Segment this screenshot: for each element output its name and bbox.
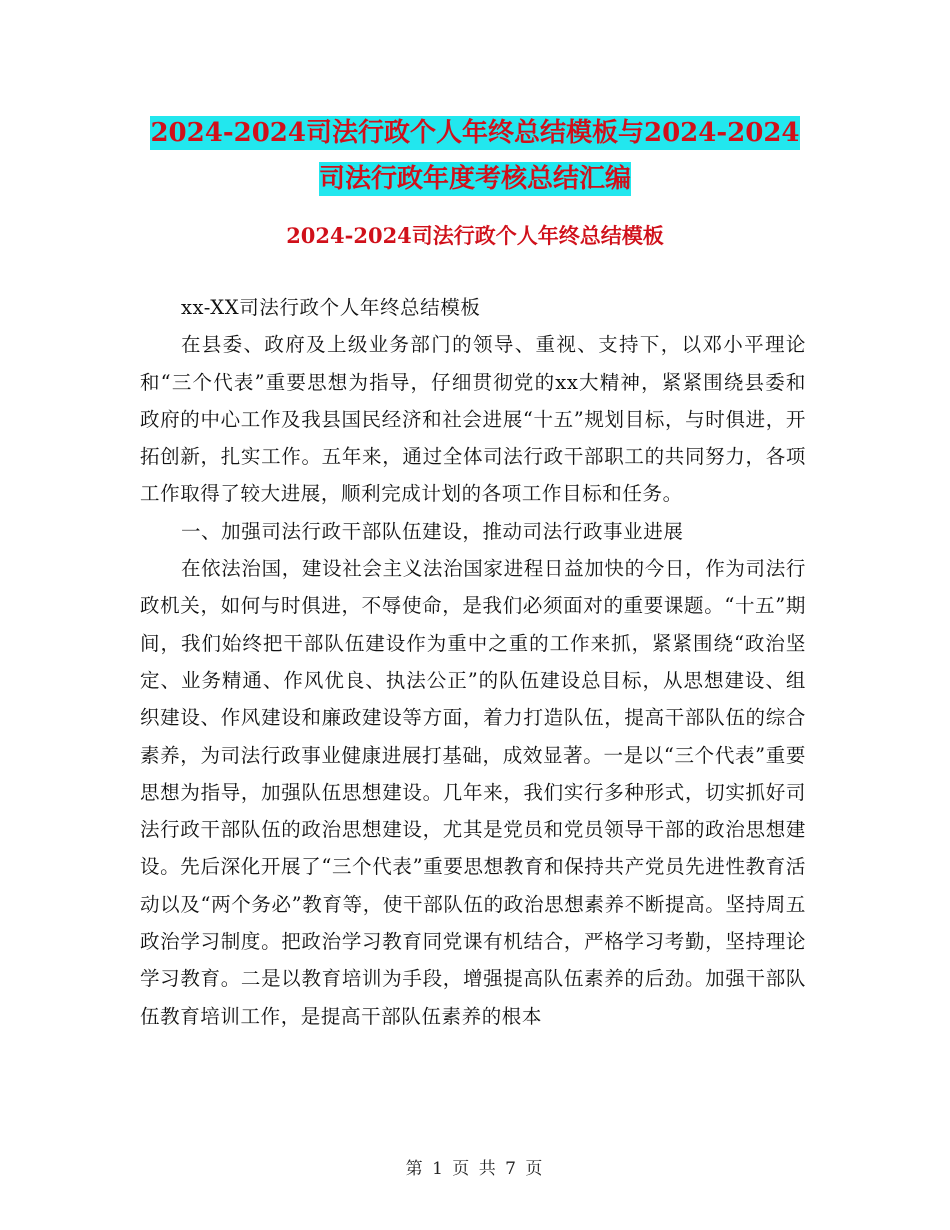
paragraph-section-heading: 一、加强司法行政干部队伍建设，推动司法行政事业进展 <box>180 519 684 543</box>
section-title: 2024-2024司法行政个人年终总结模板 <box>286 223 664 248</box>
document-title <box>140 110 810 202</box>
paragraph-heading-line: xx-XX司法行政个人年终总结模板 <box>180 296 481 319</box>
document-body <box>140 289 806 1035</box>
document-title-text: 2024-2024司法行政个人年终总结模板与2024-2024司法行政年度考核总结汇编 <box>150 118 800 194</box>
page-footer: 第 1 页 共 7 页 <box>405 1159 545 1179</box>
paragraph-body: 在依法治国，建设社会主义法治国家进程日益加快的今日，作为司法行政机关，如何与时俱进，不辱使命，是我们必须面对的重要课题。“十五”期间，我们始终把干部队伍建设作为重中之重的工作来抓，紧紧围绕“政治坚定、业务精通、作风优良、执法公正”的队伍建设总目标，从思想建设、组织建设、作风建设和廉政建设等方面，着力打造队伍，提高干部队伍的综合素养，为司法行政事业健康进展打基础，成效显著。一是以“三个代表”重要思想为指导，加强队伍思想建设。几年来，我们实行多种形式，切实抓好司法行政干部队伍的政治思想建设，尤其是党员和党员领导干部的政治思想建设。先后深化开展了“三个代表”重要思想教育和保持共产党员先进性教育活动以及“两个务必”教育等，使干部队伍的政治思想素养不断提高。坚持周五政治学习制度。把政治学习教育同党课有机结合，严格学习考勤，坚持理论学习教育。二是以教育培训为手段，增强提高队伍素养的后劲。加强干部队伍教育培训工作，是提高干部队伍素养的根本 <box>140 557 806 1028</box>
paragraph-intro: 在县委、政府及上级业务部门的领导、重视、支持下，以邓小平理论和“三个代表”重要思想为指导，仔细贯彻党的xx大精神，紧紧围绕县委和政府的中心工作及我县国民经济和社会进展“十五”规划目标，与时俱进，开拓创新，扎实工作。五年来，通过全体司法行政干部职工的共同努力，各项工作取得了较大进展，顺利完成计划的各项工作目标和任务。 <box>140 333 806 506</box>
